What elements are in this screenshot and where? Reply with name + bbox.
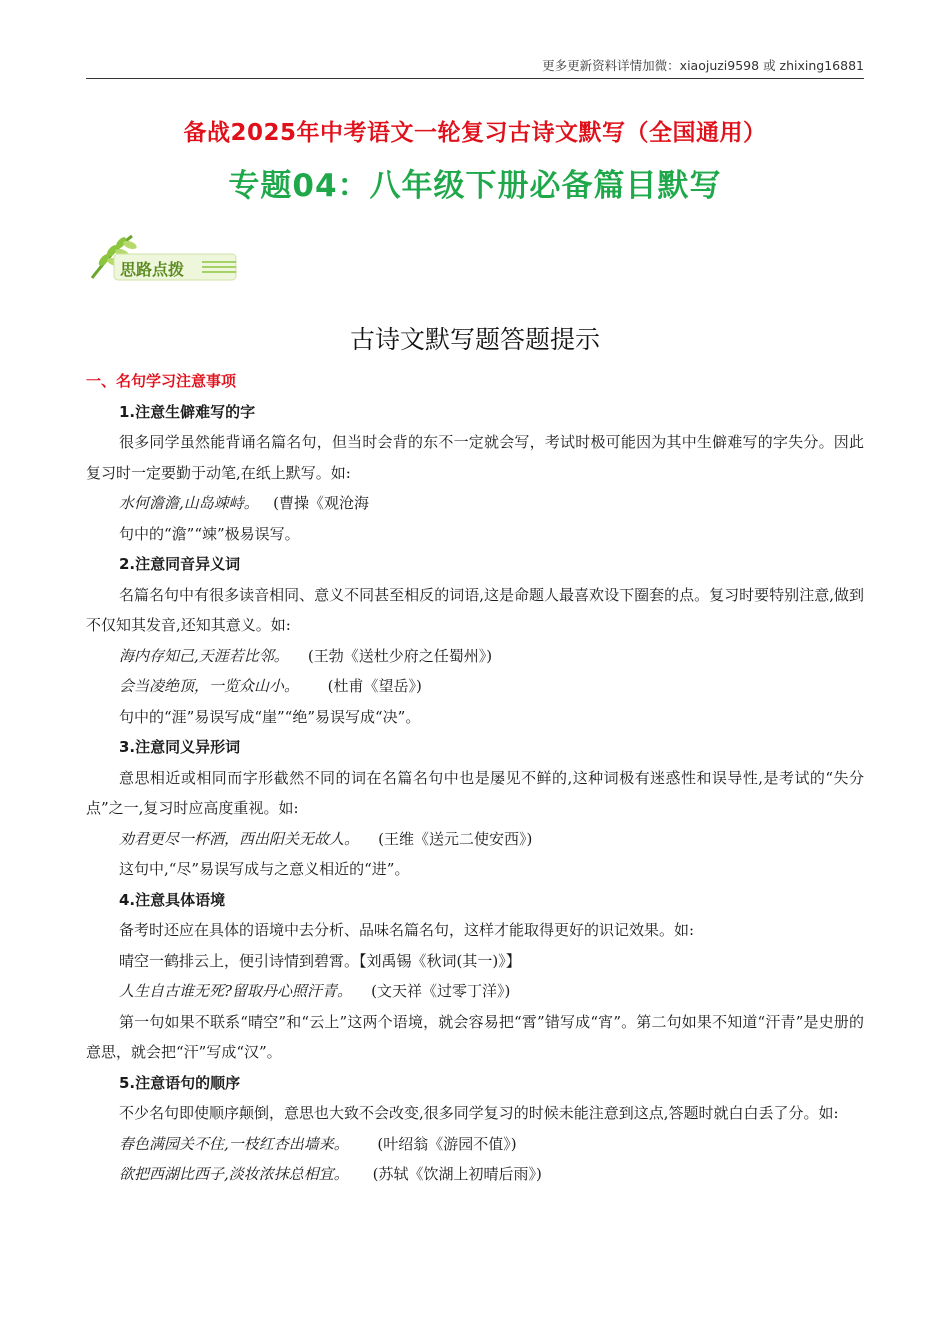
item4-para: 备考时还应在具体的语境中去分析、品味名篇名句，这样才能取得更好的识记效果。如: <box>119 921 695 939</box>
quote-verse: 海内存知己,天涯若比邻。 <box>119 646 289 665</box>
item4-title: 4.注意具体语境 <box>119 890 226 909</box>
item4-plain-quote: 晴空一鹤排云上，便引诗情到碧霄。【刘禹锡《秋词(其一)》】 <box>119 951 521 970</box>
item2-quote-2 <box>86 671 864 702</box>
item1-note: 句中的“澹”“竦”极易误写。 <box>119 524 300 543</box>
quote-verse: 欲把西湖比西子,淡妆浓抹总相宜。 <box>119 1165 349 1183</box>
quote-source: (文天祥《过零丁洋》) <box>371 982 511 1000</box>
item4-quote <box>86 976 864 1007</box>
quote-verse: 会当凌绝顶，一览众山小。 <box>119 677 300 695</box>
quote-source: (王勃《送杜少府之任蜀州》) <box>307 646 493 665</box>
quote-verse: 水何澹澹,山岛竦峙。 <box>119 494 259 512</box>
header-contact-text: 更多更新资料详情加微：xiaojuzi9598 或 zhixing16881 <box>542 58 864 73</box>
item5-para: 不少名句即使顺序颠倒，意思也大致不会改变,很多同学复习的时候未能注意到这点,答题时就白白丢了分。如: <box>119 1104 839 1122</box>
quote-source: (苏轼《饮湖上初晴后雨》) <box>372 1165 542 1183</box>
document-title: 备战2025年中考语文一轮复习古诗文默写（全国通用） <box>183 120 767 146</box>
item1-quote <box>86 488 864 519</box>
quote-source: (王维《送元二使安西》) <box>378 829 533 848</box>
quote-verse: 人生自古谁无死?留取丹心照汗青。 <box>119 982 353 1000</box>
item3-note: 这句中,“尽”易误写成与之意义相近的“进”。 <box>119 860 410 878</box>
item3-title: 3.注意同义异形词 <box>119 738 241 756</box>
item5-title: 5.注意语句的顺序 <box>119 1073 241 1092</box>
quote-source: (杜甫《望岳》) <box>327 677 422 695</box>
item4-para2: 第一句如果不联系“晴空”和“云上”这两个语境，就会容易把“霄”错写成“宵”。第二句如果不知道“汗青”是史册的意思，就会把“汗”写成“汉”。 <box>86 1012 864 1061</box>
quote-verse: 劝君更尽一杯酒，西出阳关无故人。 <box>119 829 360 848</box>
item2-note: 句中的“涯”易误写成“崖”“绝”易误写成“决”。 <box>119 707 421 726</box>
item1-title: 1.注意生僻难写的字 <box>119 402 256 421</box>
section1-heading: 一、名句学习注意事项 <box>86 372 237 390</box>
item2-para: 名篇名句中有很多读音相同、意义不同甚至相反的词语,这是命题人最喜欢设下圈套的点。复习时要特别注意,做到不仅知其发音,还知其意义。如: <box>86 585 864 634</box>
badge-label: 思路点拨 <box>120 260 185 279</box>
quote-source: (曹操《观沧海 <box>273 494 369 512</box>
section-heading: 古诗文默写题答题提示 <box>349 325 600 354</box>
item3-quote <box>86 824 864 855</box>
quote-source: (叶绍翁《游园不值》) <box>377 1134 517 1153</box>
item5-quote-1 <box>86 1129 864 1160</box>
item2-quote-1 <box>86 641 864 672</box>
item5-quote-2 <box>86 1159 864 1190</box>
item3-para: 意思相近或相同而字形截然不同的词在名篇名句中也是屡见不鲜的,这种词极有迷惑性和误导性,是考试的“失分点”之一,复习时应高度重视。如: <box>86 768 864 817</box>
item1-para: 很多同学虽然能背诵名篇名句，但当时会背的东不一定就会写，考试时极可能因为其中生僻难写的字失分。因此复习时一定要勤于动笔,在纸上默写。如: <box>86 433 864 482</box>
tips-badge <box>86 230 242 284</box>
document-body <box>86 366 864 1190</box>
quote-verse: 春色满园关不住,一枝红杏出墙来。 <box>119 1134 349 1153</box>
document-subtitle: 专题04：八年级下册必备篇目默写 <box>228 168 722 204</box>
item2-title: 2.注意同音异义词 <box>119 555 241 573</box>
page-header <box>86 56 864 79</box>
